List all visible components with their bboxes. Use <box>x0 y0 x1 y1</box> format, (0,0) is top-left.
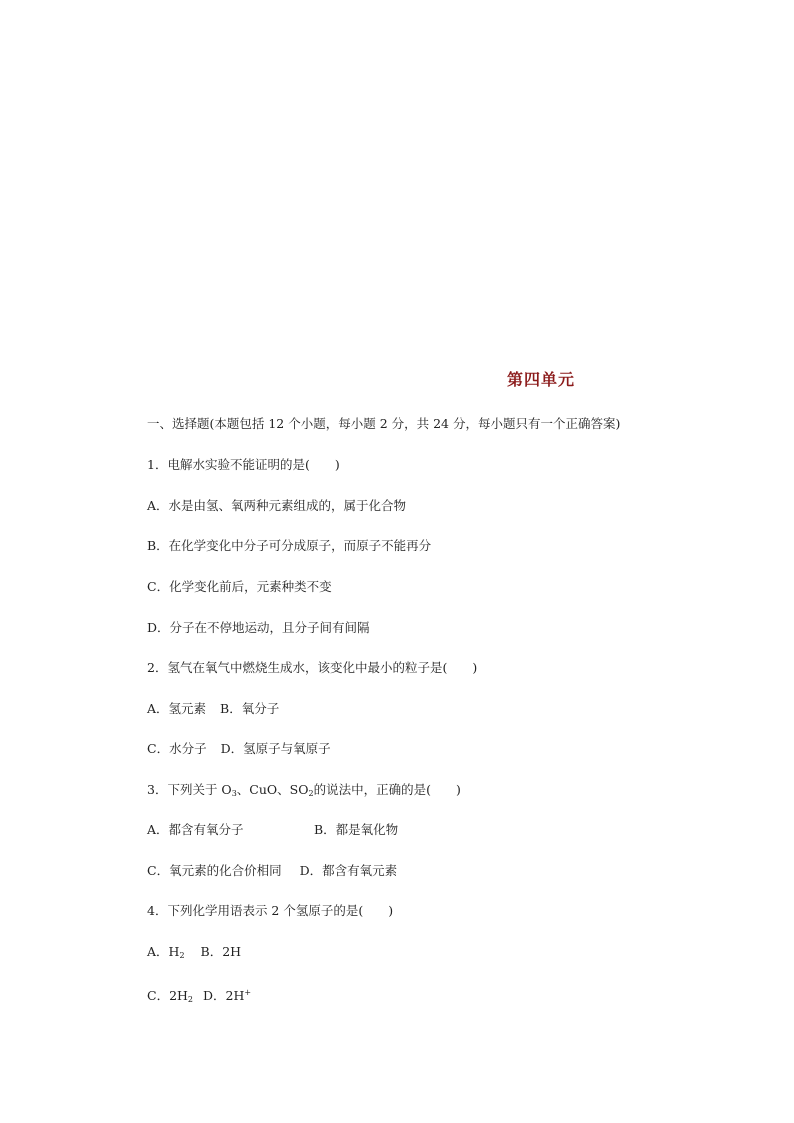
option-text: D．2H <box>203 988 245 1003</box>
question-4-option-b: B．2H <box>200 944 242 959</box>
question-3-options-ab <box>147 822 398 838</box>
subscript: 2 <box>308 789 314 798</box>
question-3-stem-part: 3．下列关于 O <box>147 782 232 797</box>
question-3-option-c: C．氧元素的化合价相同 <box>147 863 282 878</box>
question-4-option-c <box>147 988 193 1003</box>
question-2-stem: 2．氢气在氧气中燃烧生成水，该变化中最小的粒子是( ) <box>147 660 478 675</box>
question-4-options-cd <box>147 985 251 1008</box>
subscript: 2 <box>187 995 194 1004</box>
question-1-option-d: D．分子在不停地运动，且分子间有间隔 <box>147 620 370 635</box>
question-1-option-b: B．在化学变化中分子可分成原子，而原子不能再分 <box>147 538 432 553</box>
question-3-stem-part: 的说法中，正确的是( ) <box>313 782 461 797</box>
question-1-option-a: A．水是由氢、氧两种元素组成的，属于化合物 <box>147 498 407 513</box>
unit-title: 第四单元 <box>506 370 575 389</box>
question-3-stem-part: 、CuO、SO <box>236 782 309 797</box>
section-heading: 一、选择题(本题包括 12 个小题，每小题 2 分，共 24 分，每小题只有一个正确答案) <box>147 416 621 431</box>
question-1-stem: 1．电解水实验不能证明的是( ) <box>147 457 340 472</box>
question-4-options-ab <box>147 944 241 964</box>
question-4-option-a <box>147 944 185 959</box>
subscript: 3 <box>231 789 237 798</box>
question-2-option-d: D．氢原子与氧原子 <box>220 741 331 756</box>
question-3-option-d: D．都含有氧元素 <box>299 863 398 878</box>
question-1-option-c: C．化学变化前后，元素种类不变 <box>147 579 332 594</box>
question-2-option-b: B．氧分子 <box>220 701 280 716</box>
superscript: + <box>244 988 252 997</box>
question-2-options-ab <box>147 701 279 717</box>
question-2-options-cd <box>147 741 331 757</box>
question-3-option-b: B．都是氧化物 <box>314 822 399 837</box>
question-3-stem <box>147 782 461 802</box>
option-text: A．H <box>147 944 180 959</box>
question-2-option-a: A．氢元素 <box>147 701 207 716</box>
question-4-option-d <box>203 988 251 1003</box>
question-4-stem: 4．下列化学用语表示 2 个氢原子的是( ) <box>147 903 394 918</box>
option-text: C．2H <box>147 988 188 1003</box>
question-3-options-cd <box>147 863 397 879</box>
question-3-option-a: A．都含有氧分子 <box>147 822 244 837</box>
subscript: 2 <box>179 951 185 960</box>
question-2-option-c: C．水分子 <box>147 741 207 756</box>
